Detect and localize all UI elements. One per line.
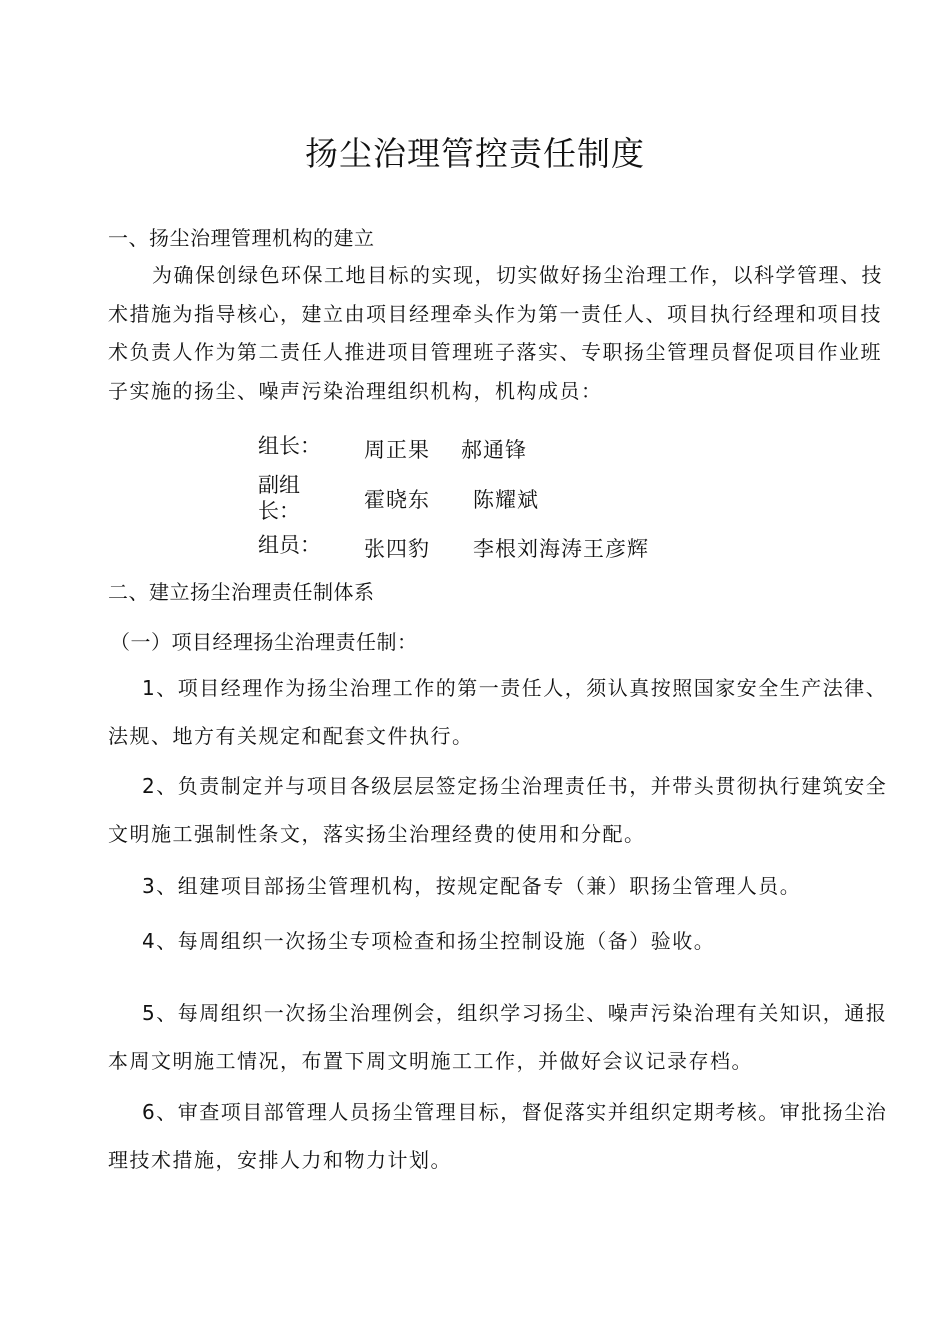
section1-heading: 一、扬尘治理管理机构的建立 [108, 226, 375, 250]
deputy-name-1: 霍晓东 [364, 488, 430, 512]
leader-name-2: 郝通锋 [461, 438, 527, 462]
list-item-1: 1、项目经理作为扬尘治理工作的第一责任人，须认真按照国家安全生产法律、法规、地方有关规定和配套文件执行。 [108, 676, 888, 748]
list-item-2: 2、负责制定并与项目各级层层签定扬尘治理责任书，并带头贯彻执行建筑安全文明施工强制性条文，落实扬尘治理经费的使用和分配。 [108, 774, 888, 846]
member-label: 组员： [258, 533, 321, 557]
member-name-2: 李根刘海涛王彦辉 [473, 537, 649, 561]
document-title: 扬尘治理管控责任制度 [305, 134, 645, 173]
list-item-5: 5、每周组织一次扬尘治理例会，组织学习扬尘、噪声污染治理有关知识，通报本周文明施工情况，布置下周文明施工工作，并做好会议记录存档。 [108, 1001, 888, 1073]
member-name-1: 张四豹 [364, 537, 430, 561]
leader-name-1: 周正果 [364, 438, 430, 462]
list-item-4: 4、每周组织一次扬尘专项检查和扬尘控制设施（备）验收。 [142, 929, 716, 953]
section2-heading: 二、建立扬尘治理责任制体系 [108, 580, 375, 604]
deputy-name-2: 陈耀斌 [473, 488, 539, 512]
section1-paragraph: 为确保创绿色环保工地目标的实现，切实做好扬尘治理工作，以科学管理、技术措施为指导核心，建立由项目经理牵头作为第一责任人、项目执行经理和项目技术负责人作为第二责任人推进项目管理班子落实、专职扬尘管理员督促项目作业班子实施的扬尘、噪声污染治理组织机构，机构成员： [108, 263, 883, 403]
list-item-6: 6、审查项目部管理人员扬尘管理目标，督促落实并组织定期考核。审批扬尘治理技术措施，安排人力和物力计划。 [108, 1100, 888, 1172]
list-item-3: 3、组建项目部扬尘管理机构，按规定配备专（兼）职扬尘管理人员。 [142, 874, 802, 898]
leader-label: 组长： [258, 434, 321, 458]
deputy-label-line-1: 副组 [258, 473, 300, 497]
deputy-label-line-2: 长： [258, 499, 300, 523]
subsection1-heading: （一）项目经理扬尘治理责任制： [110, 630, 418, 654]
